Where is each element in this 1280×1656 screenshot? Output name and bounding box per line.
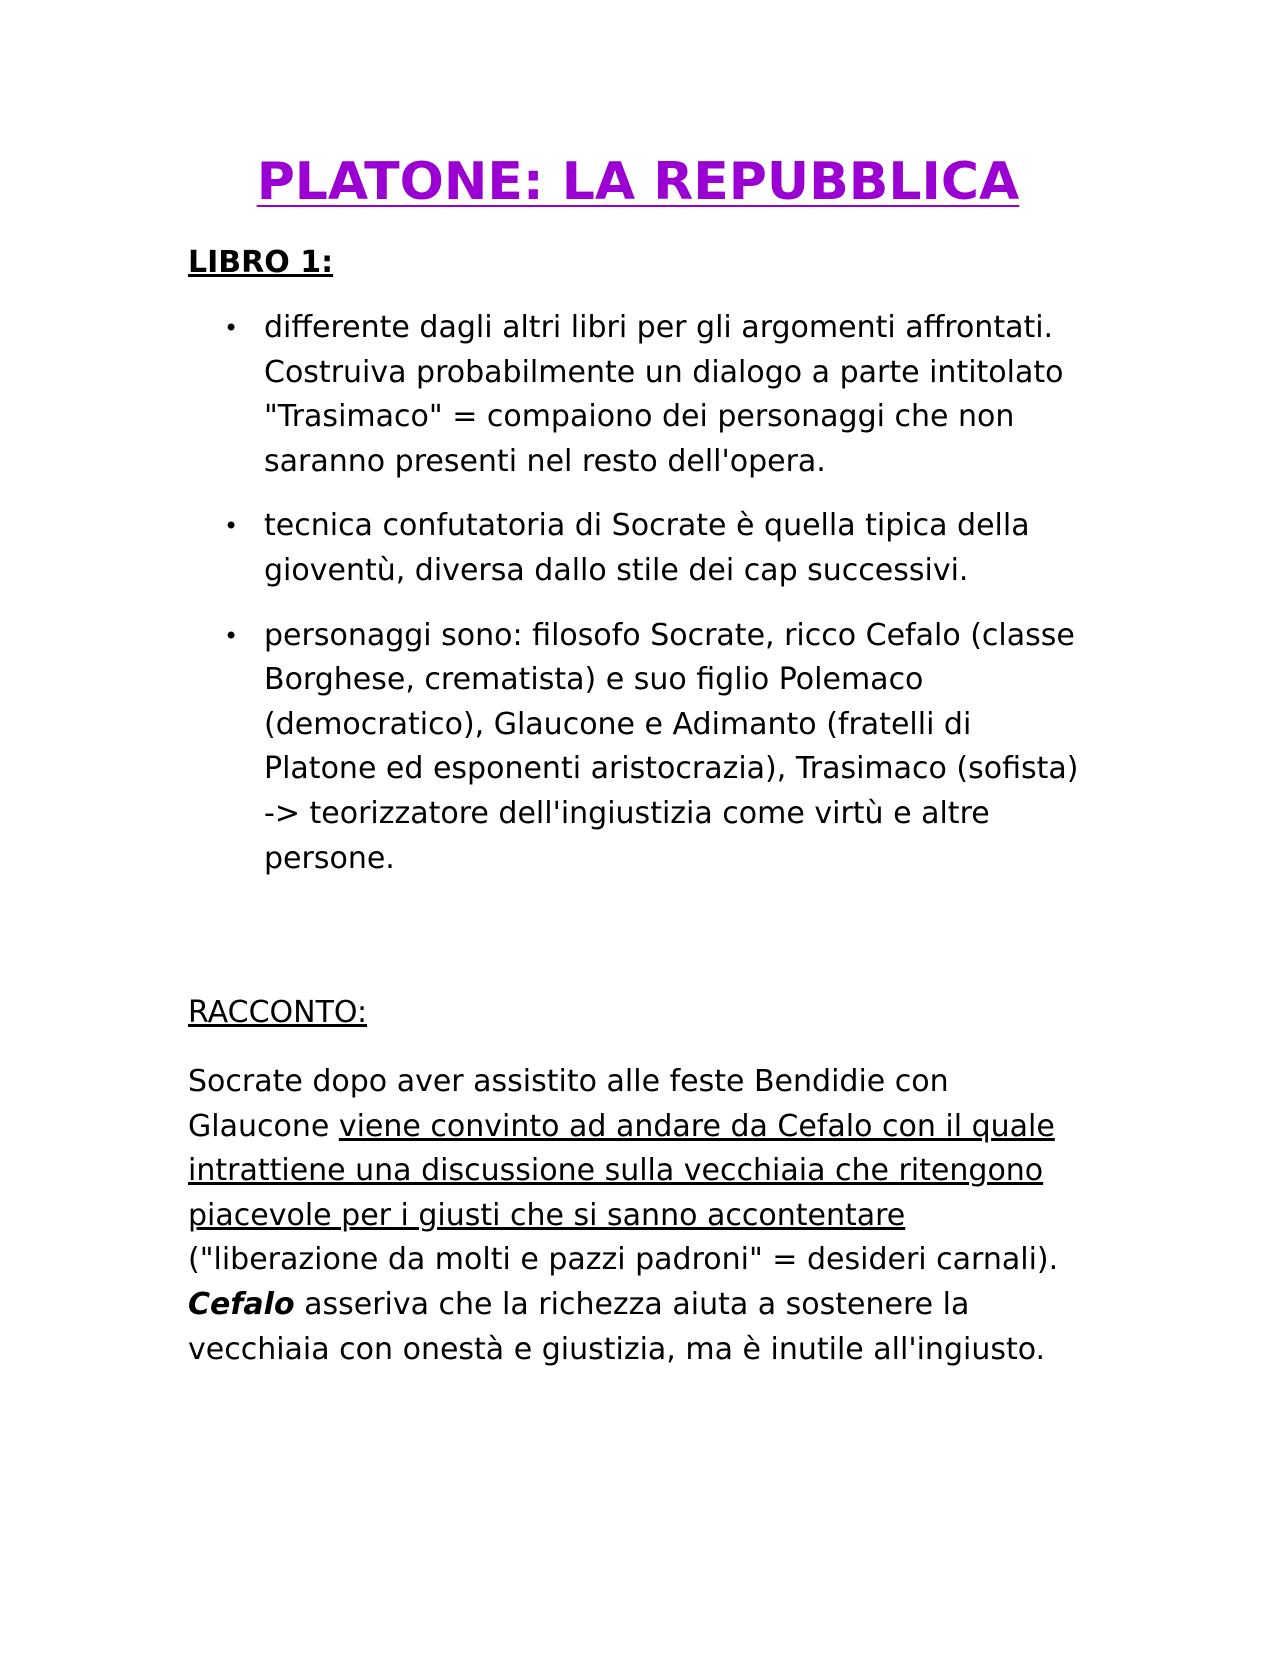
story-rest: ("liberazione da molti e pazzi padroni" = desideri carnali).	[188, 1242, 1059, 1278]
bullet-text: personaggi sono: filosofo Socrate, ricco Cefalo (classe Borghese, crematista) e suo figlio Polemaco (democratico), Glaucone e Adimanto (fratelli di Platone ed esponenti aristocrazia), Trasimaco (sofista) -> teorizzatore dell'ingiustizia come virtù e altre persone.	[264, 617, 1079, 876]
story-paragraph	[188, 1060, 1088, 1372]
bullet-icon: •	[224, 512, 239, 541]
document-title: PLATONE: LA REPUBBLICA	[256, 152, 1020, 212]
bullet-icon: •	[224, 314, 239, 342]
story-name-emphasis: Cefalo	[188, 1286, 295, 1322]
bullet-text: tecnica confutatoria di Socrate è quella tipica della gioventù, diversa dallo stile dei cap successivi.	[264, 508, 1030, 588]
bullet-list	[188, 306, 1088, 901]
story-underlined: viene convinto ad andare da Cefalo con il quale intrattiene una discussione sulla vecchiaia che ritengono piacevole per i giusti che si sanno accontentare	[188, 1108, 1055, 1233]
book-heading: LIBRO 1:	[188, 245, 334, 280]
list-item	[188, 306, 1088, 484]
story-second-sentence: asseriva che la richezza aiuta a sostenere la vecchiaia con onestà e giustizia, ma è inutile all'ingiusto.	[188, 1286, 1046, 1367]
list-item	[188, 504, 1088, 593]
story-intro: Socrate dopo aver assistito alle feste Bendidie con Glaucone	[188, 1064, 949, 1144]
list-item	[188, 614, 1088, 882]
bullet-text: differente dagli altri libri per gli argomenti affrontati. Costruiva probabilmente un dialogo a parte intitolato "Trasimaco" = compaiono dei personaggi che non saranno presenti nel resto dell'opera.	[264, 310, 1064, 479]
section-heading: RACCONTO:	[188, 995, 368, 1030]
bullet-icon: •	[224, 621, 239, 650]
